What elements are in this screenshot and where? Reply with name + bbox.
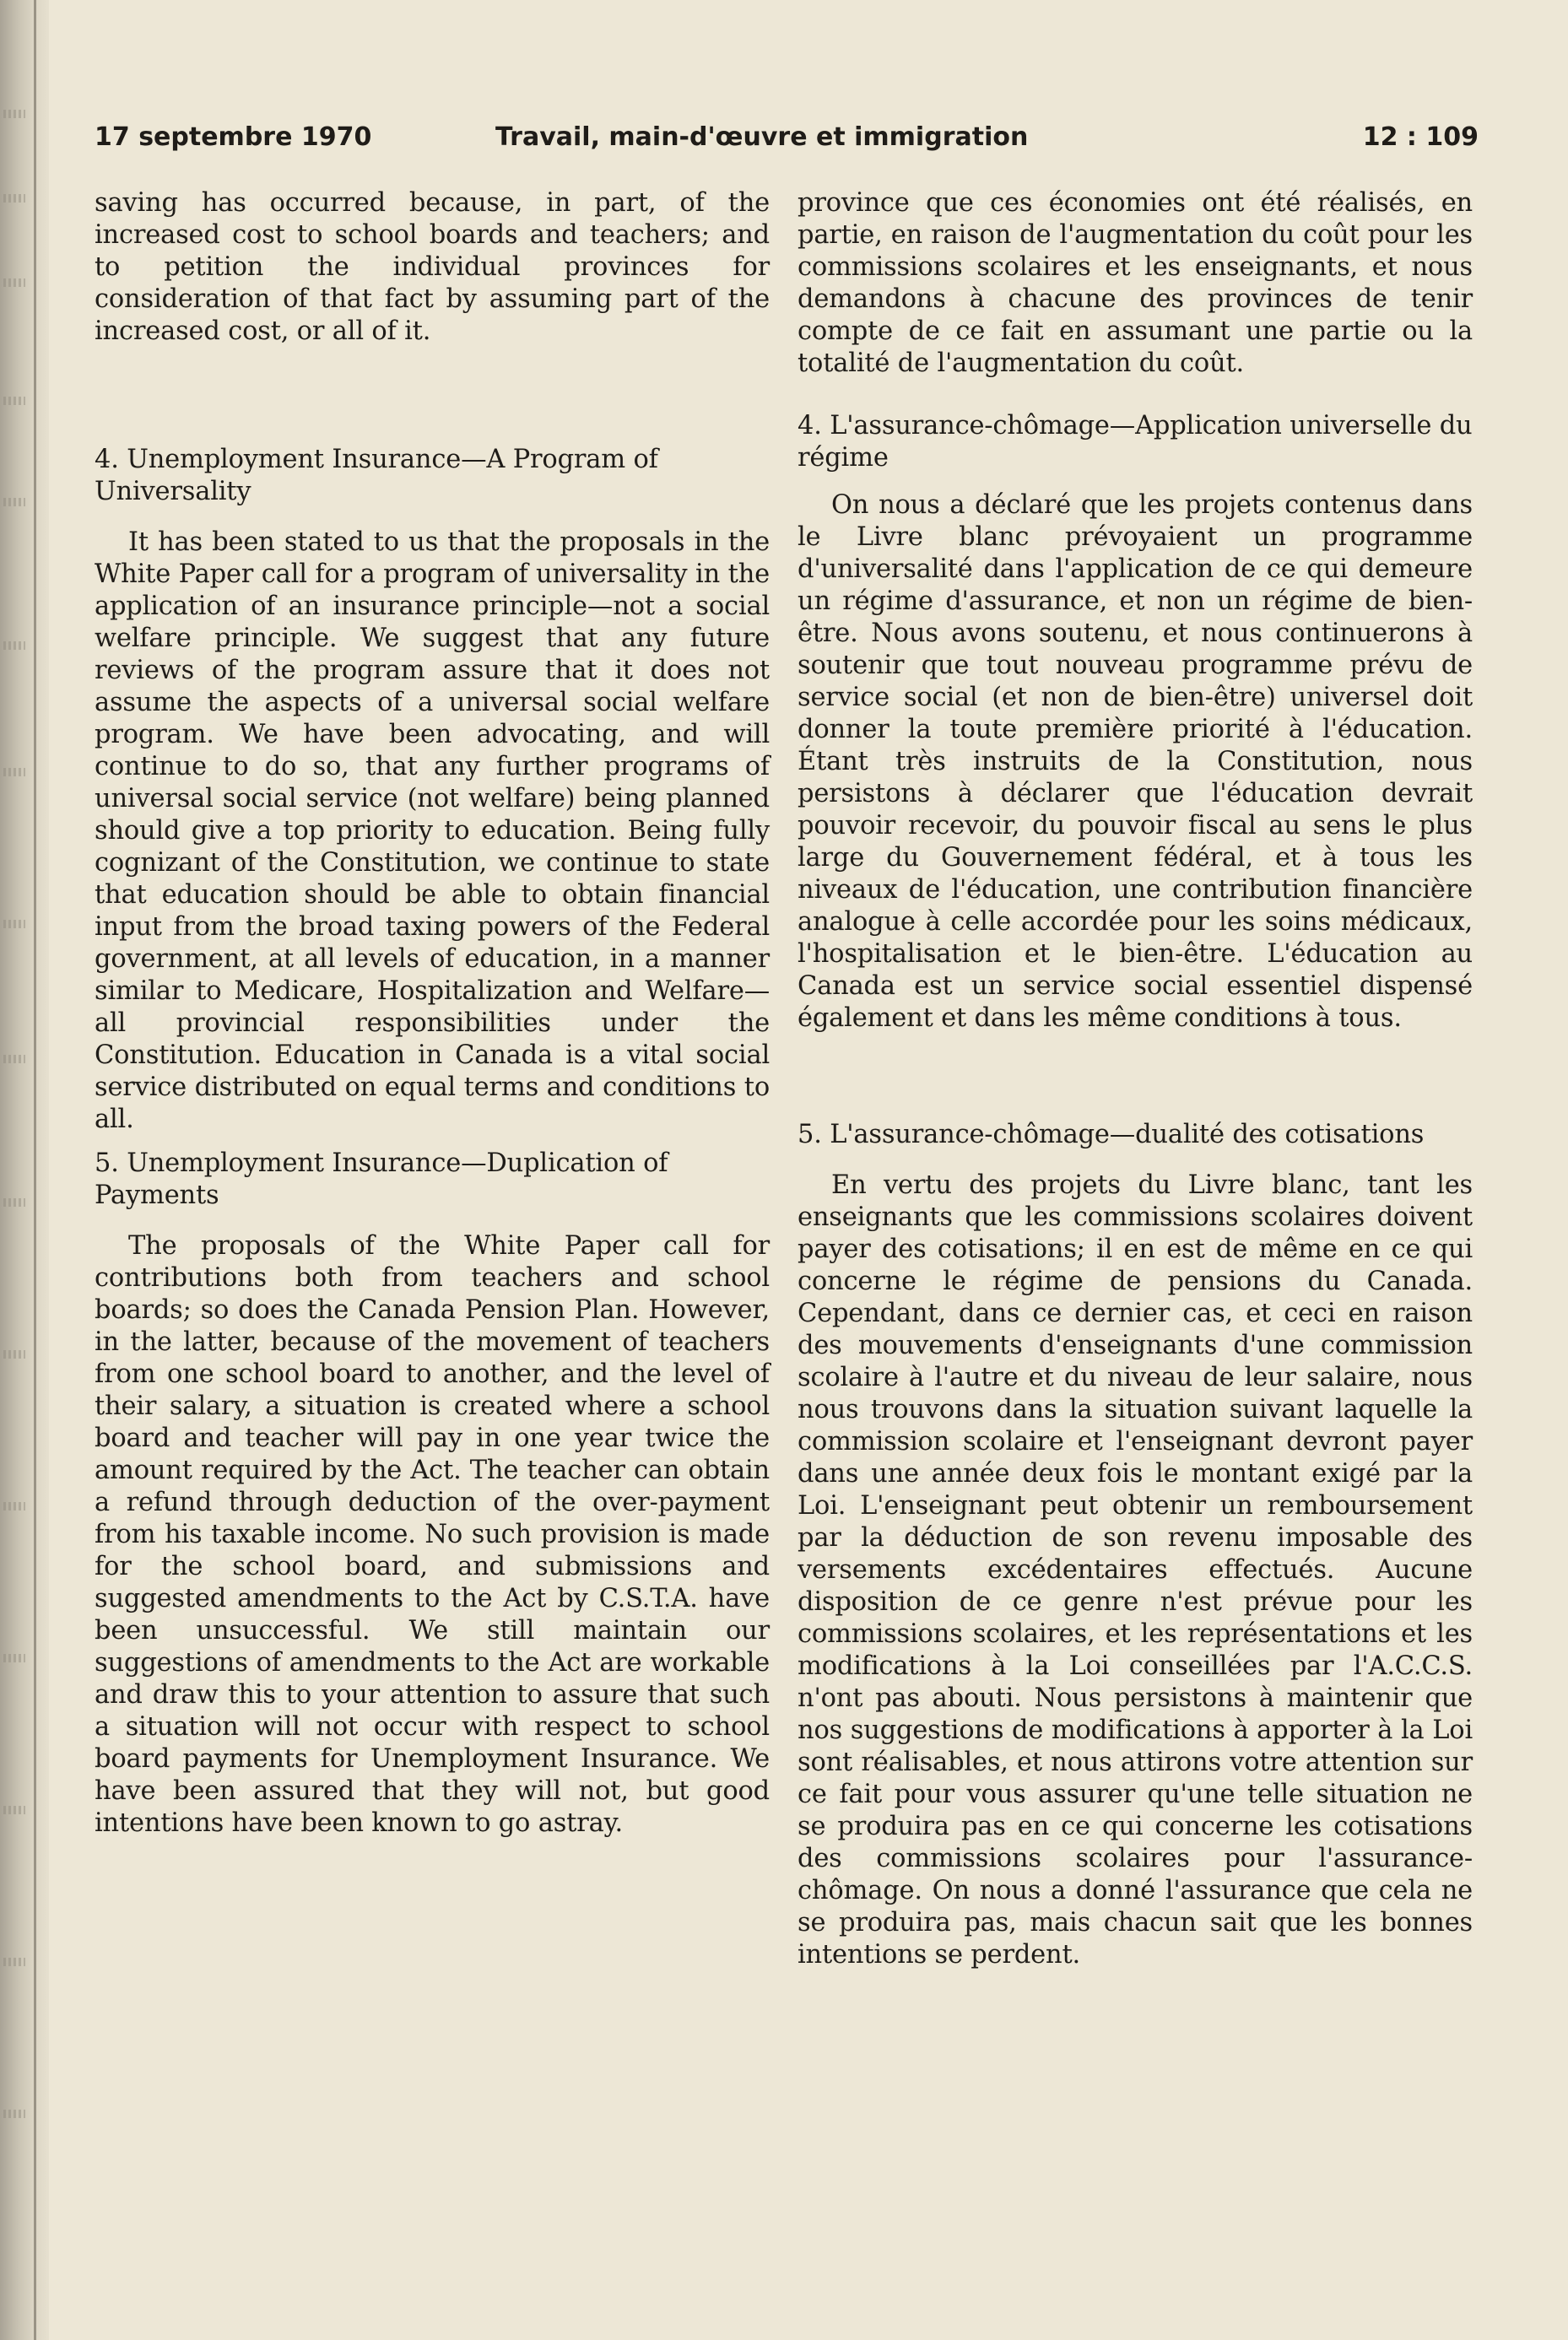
spacer [95,1212,770,1230]
bleed-mark [3,1958,25,1966]
header-page-number: 12 : 109 [1362,122,1479,152]
bleed-mark [3,641,25,650]
paragraph-intro-en: saving has occurred because, in part, of the increased cost to school boards and teachers; and to petition the individual provinces for consideration of that fact by assuming part of the increased cost, or all of it. [95,188,770,346]
bleed-mark [3,194,25,203]
paragraph-intro-fr: province que ces économies ont été réalisés, en partie, en raison de l'augmentation du coût pour les commissions scolaires et les enseignants, et nous demandons à chacune des provinces de tenir compte de ce fait en assumant une partie ou la totalité de l'augmentation du coût. [798,188,1473,378]
spacer [798,1151,1473,1170]
spacer [798,1035,1473,1119]
bleed-mark [3,1502,25,1510]
bleed-mark [3,1350,25,1359]
bleed-mark [3,768,25,776]
bleed-mark [3,498,25,506]
spacer [95,1136,770,1148]
spacer [95,348,770,444]
bleed-mark [3,110,25,118]
bleed-mark [3,1806,25,1814]
spacer [798,380,1473,410]
bleed-mark [3,2110,25,2118]
header-title: Travail, main-d'œuvre et immigration [495,122,1029,152]
bleed-mark [3,1055,25,1063]
section-5-body-en: The proposals of the White Paper call for contributions both from teachers and school boards; so does the Canada Pension Plan. However, in the latter, because of the movement of teachers from one school board to another, and the level of their salary, a situation is created where a school board and teacher will pay in one year twice the amount required by the Act. The teacher can obtain a refund through deduction of the over-payment from his taxable income. No such provision is made for the school board, and submissions and suggested amendments to the Act by C.S.T.A. have been unsuccessful. We still maintain our suggestions of amendments to the Act are workable and draw this to your attention to assure that such a situation will not occur with respect to school board payments for Unemployment Insurance. We have been assured that they will not, but good intentions have been known to go astray. [95,1231,770,1838]
section-4-heading-en: 4. Unemployment Insurance—A Program of Universality [95,445,658,506]
french-column [798,187,1473,1971]
running-header [95,116,1479,158]
section-4-heading-fr: 4. L'assurance-chômage—Application universelle du régime [798,411,1473,473]
bleed-mark [3,1654,25,1662]
english-column [95,187,770,1840]
bleed-mark [3,278,25,287]
book-binding-shadow [0,0,49,2340]
spacer [95,508,770,527]
section-5-heading-fr: 5. L'assurance-chômage—dualité des cotisations [798,1120,1425,1149]
bleed-mark [3,920,25,928]
section-4-body-fr: On nous a déclaré que les projets contenus dans le Livre blanc prévoyaient un programme d'universalité dans l'application de ce qui demeure un régime d'assurance, et non un régime de bien-être. Nous avons soutenu, et nous continuerons à soutenir que tout nouveau programme prévu de service social (et non de bien-être) universel doit donner la toute première priorité à l'éducation. Étant très instruits de la Constitution, nous persistons à déclarer que l'éducation devrait pouvoir recevoir, du pouvoir fiscal au sens le plus large du Gouvernement fédéral, et à tous les niveaux de l'éducation, une contribution financière analogue à celle accordée pour les soins médicaux, l'hospitalisation et le bien-être. L'éducation au Canada est un service social essentiel dispensé également et dans les même conditions à tous. [798,490,1473,1033]
bleed-mark [3,397,25,405]
bleed-mark [3,1198,25,1207]
section-4-body-en: It has been stated to us that the proposals in the White Paper call for a program of universality in the application of an insurance principle—not a social welfare principle. We suggest that any future reviews of the program assure that it does not assume the aspects of a universal social welfare program. We have been advocating, and will continue to do so, that any further programs of universal social service (not welfare) being planned should give a top priority to education. Being fully cognizant of the Constitution, we continue to state that education should be able to obtain financial input from the broad taxing powers of the Federal government, at all levels of education, in a manner similar to Medicare, Hospitalization and Welfare—all provincial responsibilities under the Constitution. Education in Canada is a vital social service distributed on equal terms and conditions to all. [95,527,770,1134]
spacer [798,474,1473,489]
binding-gutter-line [34,0,36,2340]
section-5-heading-en: 5. Unemployment Insurance—Duplication of Payments [95,1148,668,1210]
section-5-body-fr: En vertu des projets du Livre blanc, tant les enseignants que les commissions scolaires doivent payer des cotisations; il en est de même en ce qui concerne le régime de pensions du Canada. Cependant, dans ce dernier cas, et ceci en raison des mouvements d'enseignants d'une commission scolaire à l'autre et du niveau de leur salaire, nous nous trouvons dans la situation suivant laquelle la commission scolaire et l'enseignant devront payer dans une année deux fois le montant exigé par la Loi. L'enseignant peut obtenir un remboursement par la déduction de son revenu imposable des versements excédentaires effectués. Aucune disposition de ce genre n'est prévue pour les commissions scolaires, et les représentations et les modifications à la Loi conseillées par l'A.C.C.S. n'ont pas abouti. Nous persistons à maintenir que nos suggestions de modifications à apporter à la Loi sont réalisables, et nous attirons votre attention sur ce fait pour vous assurer qu'une telle situation ne se produira pas en ce qui concerne les cotisations des commissions scolaires pour l'assurance-chômage. On nous a donné l'assurance que cela ne se produira pas, mais chacun sait que les bonnes intentions se perdent. [798,1170,1473,1970]
header-date: 17 septembre 1970 [95,122,372,152]
